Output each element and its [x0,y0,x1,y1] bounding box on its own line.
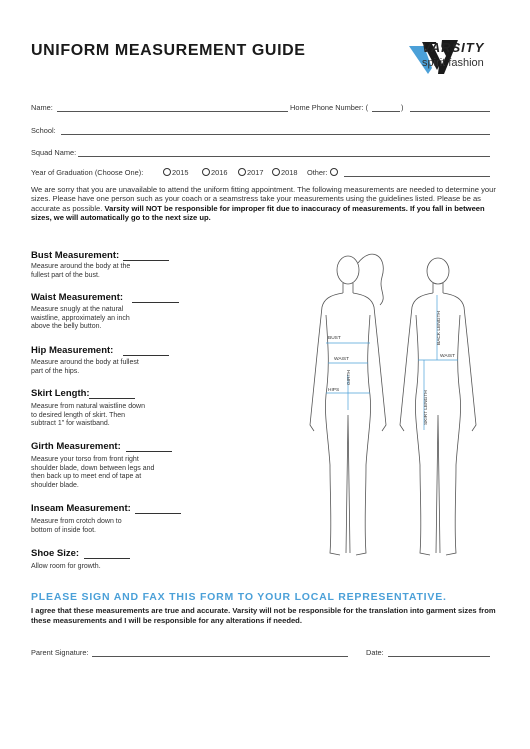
skirt-field[interactable] [89,398,135,399]
shoe-field[interactable] [84,558,130,559]
bust-field[interactable] [123,260,169,261]
fax-instruction: PLEASE SIGN AND FAX THIS FORM TO YOUR LOCAL REPRESENTATIVE. [31,591,447,603]
fig-back-waist-label: WAIST [440,354,456,359]
signature-field[interactable] [92,656,348,657]
girth-label: Girth Measurement: [31,441,121,452]
intro-paragraph: We are sorry that you are unavailable to attend the uniform fitting appointment. The following measurements are needed to determine your sizes. Please have one person such as your coach or a seamstress take your measurements using the guidelines listed. Please be as accurate as possible. Varsity will NOT be responsible for improper fit due to inaccuracy of measurements. If you fall in between sizes, we will automatically go to the next size up. [31,185,496,223]
brand-subtitle: spirit fashion [422,57,484,69]
hip-label: Hip Measurement: [31,345,114,356]
inseam-field[interactable] [135,513,181,514]
ponytail [358,254,383,305]
grad-label: Year of Graduation (Choose One): [31,168,144,177]
phone-label: Home Phone Number: ( [290,103,369,112]
girth-desc: Measure your torso from front right shoulder blade, down between legs and then back up to meet end of tape at shoulder blade. [31,456,155,489]
back-figure [400,258,476,555]
skirt-label: Skirt Length: [31,388,90,399]
skirt-desc: Measure from natural waistline down to desired length of skirt. Then subtract 1" for waistband. [31,403,145,428]
waist-label: Waist Measurement: [31,292,124,303]
shoe-desc: Allow room for growth. [31,563,101,570]
girth-field[interactable] [126,451,172,452]
brand-name: VARSITY [422,40,485,55]
page-title: UNIFORM MEASUREMENT GUIDE [31,42,306,59]
grad-option-2016[interactable]: 2016 [202,168,227,177]
date-field[interactable] [388,656,490,657]
waist-field[interactable] [132,302,179,303]
fig-skirt-length-label: SKIRT LENGTH [424,390,429,425]
body-diagram [300,235,500,575]
fig-back-length-label: BACK LENGTH [437,311,442,345]
phone-area-field[interactable] [372,111,400,112]
signature-label: Parent Signature: [31,648,89,657]
bust-label: Bust Measurement: [31,250,120,261]
name-field[interactable] [57,111,288,112]
name-label: Name: [31,103,53,112]
grad-option-2018[interactable]: 2018 [272,168,297,177]
school-label: School: [31,126,56,135]
fig-bust-label: BUST [328,336,341,341]
grad-option-2015[interactable]: 2015 [163,168,188,177]
fig-waist-label: WAIST [334,357,350,362]
fig-hips-label: HIPS [328,388,340,393]
squad-field[interactable] [78,156,490,157]
shoe-label: Shoe Size: [31,548,80,559]
grad-other[interactable]: Other: [307,168,339,177]
grad-option-2017[interactable]: 2017 [238,168,263,177]
grad-other-field[interactable] [344,176,490,177]
inseam-label: Inseam Measurement: [31,503,131,514]
waist-desc: Measure snugly at the natural waistline, approximately an inch above the belly button. [31,306,130,331]
hip-field[interactable] [123,355,169,356]
date-label: Date: [366,648,384,657]
fig-girth-label: GIRTH [347,370,352,385]
agreement-text: I agree that these measurements are true and accurate. Varsity will not be responsible for the translation into garment sizes from these measurements and I will be responsible for any alterations if needed. [31,606,496,625]
hip-desc: Measure around the body at fullest part of the hips. [31,359,139,375]
squad-label: Squad Name: [31,148,77,157]
bust-desc: Measure around the body at the fullest part of the bust. [31,263,131,279]
phone-number-field[interactable] [410,111,490,112]
inseam-desc: Measure from crotch down to bottom of inside foot. [31,518,122,534]
school-field[interactable] [61,134,490,135]
phone-paren: ) [401,103,404,112]
